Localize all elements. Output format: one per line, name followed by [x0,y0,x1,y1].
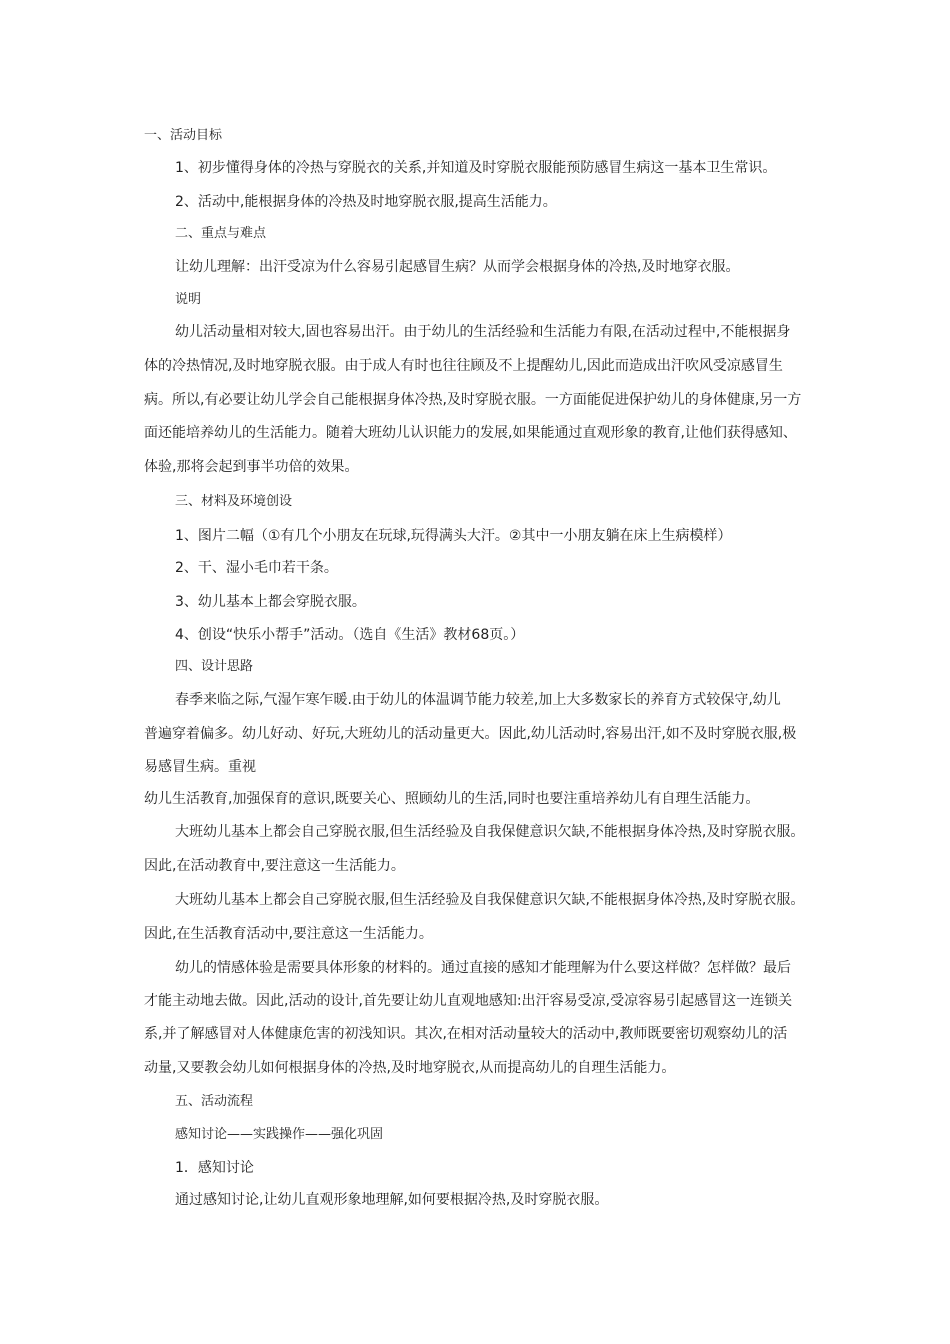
flow-step-1-title: 1．感知讨论 [175,1160,254,1176]
heading-explanation: 说明 [175,292,202,307]
heading-design-ideas: 四、设计思路 [175,659,254,674]
heading-materials: 三、材料及环境创设 [175,494,293,509]
heading-activity-flow: 五、活动流程 [175,1094,254,1109]
explanation-line-3: 病。所以,有必要让幼儿学会自己能根据身体冷热,及时穿脱衣服。一方面能促进保护幼儿的身体健康,另一方 [144,392,802,408]
goal-item-2: 2、活动中,能根据身体的冷热及时地穿脱衣服,提高生活能力。 [175,194,557,210]
heading-key-points: 二、重点与难点 [175,226,267,241]
design-line-10: 才能主动地去做。因此,活动的设计,首先要让幼儿直观地感知:出汗容易受凉,受凉容易引起感冒这一连锁关 [144,993,793,1009]
design-line-7: 大班幼儿基本上都会自己穿脱衣服,但生活经验及自我保健意识欠缺,不能根据身体冷热,及时穿脱衣服。 [175,892,805,908]
key-points-text: 让幼儿理解：出汗受凉为什么容易引起感冒生病？从而学会根据身体的冷热,及时地穿衣服。 [175,259,740,275]
explanation-line-1: 幼儿活动量相对较大,固也容易出汗。由于幼儿的生活经验和生活能力有限,在活动过程中,不能根据身 [175,324,791,340]
design-line-9: 幼儿的情感体验是需要具体形象的材料的。通过直接的感知才能理解为什么要这样做？怎样做？最后 [175,960,791,976]
design-line-3: 易感冒生病。重视 [144,759,256,775]
flow-step-1-text: 通过感知讨论,让幼儿直观形象地理解,如何要根据冷热,及时穿脱衣服。 [175,1192,609,1208]
material-item-2: 2、干、湿小毛巾若干条。 [175,560,338,576]
explanation-line-2: 体的冷热情况,及时地穿脱衣服。由于成人有时也往往顾及不上提醒幼儿,因此而造成出汗吹风受凉感冒生 [144,358,783,374]
goal-item-1: 1、初步懂得身体的冷热与穿脱衣的关系,并知道及时穿脱衣服能预防感冒生病这一基本卫生常识。 [175,160,777,176]
material-item-3: 3、幼儿基本上都会穿脱衣服。 [175,594,366,610]
flow-summary: 感知讨论——实践操作——强化巩固 [175,1127,384,1142]
design-line-5: 大班幼儿基本上都会自己穿脱衣服,但生活经验及自我保健意识欠缺,不能根据身体冷热,及时穿脱衣服。 [175,824,805,840]
material-item-1: 1、图片二幅（①有几个小朋友在玩球,玩得满头大汗。②其中一小朋友躺在床上生病模样） [175,528,732,544]
design-line-11: 系,并了解感冒对人体健康危害的初浅知识。其次,在相对活动量较大的活动中,教师既要密切观察幼儿的活 [144,1026,788,1042]
design-line-12: 动量,又要教会幼儿如何根据身体的冷热,及时地穿脱衣,从而提高幼儿的自理生活能力。 [144,1060,676,1076]
heading-activity-goals: 一、活动目标 [144,128,223,143]
design-line-1: 春季来临之际,气湿乍寒乍暖.由于幼儿的体温调节能力较差,加上大多数家长的养育方式较保守,幼儿 [175,692,781,708]
explanation-line-4: 面还能培养幼儿的生活能力。随着大班幼儿认识能力的发展,如果能通过直观形象的教育,让他们获得感知、 [144,425,797,441]
design-line-8: 因此,在生活教育活动中,要注意这一生活能力。 [144,926,433,942]
material-item-4: 4、创设“快乐小帮手”活动。（选自《生活》教材68页。） [175,627,525,643]
design-line-6: 因此,在活动教育中,要注意这一生活能力。 [144,858,405,874]
design-line-2: 普遍穿着偏多。幼儿好动、好玩,大班幼儿的活动量更大。因此,幼儿活动时,容易出汗,如不及时穿脱衣服,极 [144,726,797,742]
explanation-line-5: 体验,那将会起到事半功倍的效果。 [144,459,359,475]
design-line-4: 幼儿生活教育,加强保育的意识,既要关心、照顾幼儿的生活,同时也要注重培养幼儿有自理生活能力。 [144,791,760,807]
